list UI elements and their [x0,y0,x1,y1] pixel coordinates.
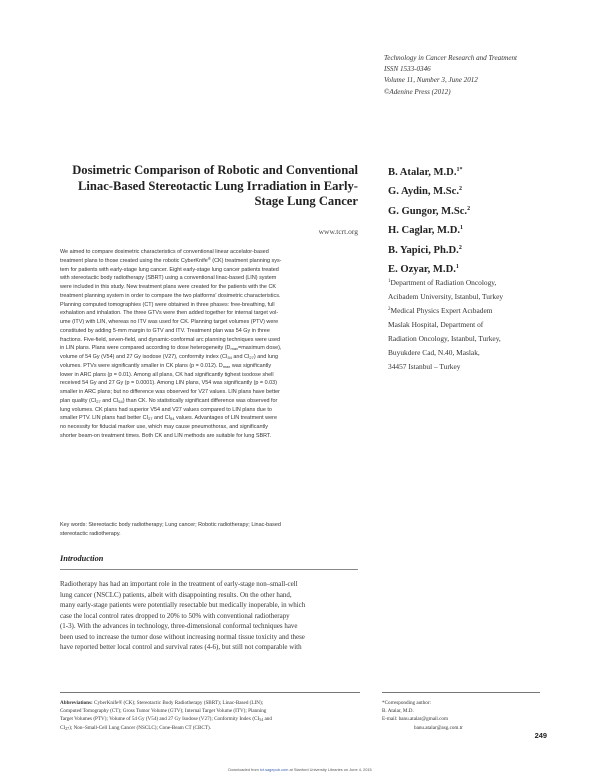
author-name: E. Ozyar, M.D.$^1$ [388,264,459,276]
abstract-line: were included in this study. New treatment plans were created for the patients with the CK [60,284,276,290]
abstract-line: volumes. PTVs were significantly smaller in CK plans (p = 0.012). $D_{max}$ was significantly [60,362,272,369]
abstract [60,248,360,441]
journal-name: Technology in Cancer Research and Treatment [384,54,517,62]
download-link[interactable]: tct.sagepub.com [259,767,289,772]
abstract-line: smaller in ARC plans; but no difference was observed for V27 values. LIN plans have better [60,389,280,395]
body-line: have reported better local control and survival rates (4-6), but still not comparable with [60,643,302,651]
journal-website-link[interactable]: www.tcrt.org [318,227,358,236]
email-link[interactable]: E-mail: banu.atalar@gmail.com [382,716,448,723]
affiliation-line: Acibadem University, Istanbul, Turkey [388,292,504,301]
affiliation-line: $^2$Medical Physics Expert Acıbadem [388,306,493,315]
body-line: (1-3). With the advances in technology, three-dimensional conformal techniques have [60,622,298,630]
journal-press: ©Adenine Press (2012) [384,87,451,96]
paper-title [60,163,358,210]
footnote-line: $CI_{27}$); Non–Small-Cell Lung Cancer (NSCLC); Cone-Beam CT (CBCT). [60,724,211,731]
correspondence-footnote [382,699,552,732]
section-heading: Introduction [60,554,104,563]
abstract-line: ume (ITV) with LIN, whereas no ITV was used for CK. Planning target volumes (PTV) were [60,319,279,325]
journal-issn: ISSN 1533-0346 [384,65,431,74]
footnote-line: Target Volumes (PTV); Volume of 54 Gy (V54) and 27 Gy Isodose (V27); Conformity Index ($CI_{54}$ and [60,716,272,723]
keywords [60,521,360,539]
footnote-divider [382,692,540,693]
abstract-line: with stereotactic body radiotherapy (SBRT) using a conventional linac-based (LIN) system [60,275,277,282]
abstract-line: received 54 Gy and 27 Gy (p = 0.0001). Among LIN plans, V54 was significantly (p = 0.03) [60,380,278,387]
title-line: Stage Lung Cancer [254,194,358,209]
abstract-line: exhalation and inhalation. The three GTVs were then added together for internal target vol- [60,310,279,317]
footnote-line: Abbreviations: CyberKnife® (CK); Stereotactic Body Radiotherapy (SBRT); Linac-Based (LIN); [60,700,264,706]
author-list [388,163,588,279]
journal-header [384,53,589,98]
author-name: B. Yapici, Ph.D.$^2$ [388,244,462,256]
abstract-line: fractions. Five-field, seven-field, and dynamic-conformal arc planning techniques were used [60,336,281,343]
footnote-divider [60,692,360,693]
abstract-line: in LIN plans. Plans were compared according to dose heterogeneity ($D_{max}=maximum$ dose), [60,345,282,352]
body-line: lung cancer (NSCLC) patients, albeit with disappointing results. On the other hand, [60,590,292,599]
affiliation-line: Buyukdere Cad, N.40, Maslak, [388,348,480,357]
keywords-line: Key words: Stereotactic body radiotherapy; Lung cancer; Robotic radiotherapy; Linac-based [60,522,281,528]
abstract-line: tem for patients with early-stage lung cancer. Eight early-stage lung cancer patients treated [60,266,279,273]
abstract-line: volume of 54 Gy (V54) and 27 Gy isodose (V27), conformity index ($CI_{54}$ and $CI_{27}$) and lung [60,354,279,360]
email-link[interactable]: banu.atalar@asg.com.tr [414,724,463,731]
affiliation-line: $^1$Department of Radiation Oncology, [388,278,497,287]
journal-volume: Volume 11, Number 3, June 2012 [384,76,478,85]
abstract-line: lower in ARC plans (p = 0.01). Among all plans, CK had significantly tighest isodose shell [60,371,274,378]
author-name: G. Aydin, M.Sc.$^2$ [388,186,463,198]
footnote-line: Computed Tomography (CT); Gross Tumor Volume (GTV); Internal Target Volume (ITV); Planning [60,708,267,715]
body-line: Radiotherapy has had an important role in the treatment of early-stage non–small-cell [60,580,298,588]
abstract-line: Planning computed tomographies (CT) were obtained in three phases: free-breathing, full [60,301,275,308]
abstract-line: smaller PTV. LIN plans had better $CI_{27}$ and $CI_{54}$ values. Advantages of LIN treatment were [60,415,277,422]
title-line: Dosimetric Comparison of Robotic and Conventional [72,163,358,177]
body-line: many early-stage patients were potentially resectable but medically inoperable, in which [60,601,306,609]
affiliation-line: Maslak Hospital, Department of [388,320,484,329]
author-name: H. Caglar, M.D.$^1$ [388,225,463,237]
abstract-line: no necessity for fiducial marker use, which may cause pneumothorax, and significantly [60,424,268,430]
keywords-line: stereotactic radiotherapy. [60,530,121,537]
page-number: 249 [534,731,547,740]
abstract-line: plan quality ($CI_{27}$ and $CI_{54}$) than CK. No statistically significant difference was observed for [60,397,278,404]
abbreviations-footnote [60,699,360,732]
abstract-line: treatment plans to those created using the robotic CyberKnife® (CK) treatment planning sys- [60,255,282,264]
abstract-line: constituted by adding 5-mm margin to GTV and ITV. Treatment plan was 54 Gy in three [60,327,270,334]
author-name: G. Gungor, M.Sc.$^2$ [388,205,471,217]
body-line: been used to increase the tumor dose without increasing normal tissue toxicity and these [60,632,305,641]
title-line: Linac-Based Stereotactic Lung Irradiation in Early- [78,178,358,193]
affiliation-line: 34457 Istanbul – Turkey [388,362,461,371]
affiliations [388,276,593,374]
abstract-line: We aimed to compare dosimetric characteristics of conventional linear accelator-based [60,249,269,255]
abstract-line: treatment planning system in order to compare the two platforms' dosimetric characteristics. [60,292,281,299]
section-divider [60,569,358,570]
abstract-line: lung volumes. CK plans had superior V54 and V27 values compared to LIN plans due to [60,406,272,413]
body-line: case the local control rates dropped to 20% to 50% with conventional radiotherapy [60,611,290,620]
footnote-line: *Corresponding author: [382,700,431,706]
download-notice: Downloaded from tct.sagepub.com at Stanford University Libraries on June 4, 2015 [228,767,372,772]
affiliation-line: Radiation Oncology, Istanbul, Turkey, [388,334,501,343]
introduction-body [60,579,360,653]
footnote-line: B. Atalar, M.D. [382,708,414,715]
author-name: B. Atalar, M.D.$^{1*}$ [388,167,463,178]
abstract-line: shorter beam-on treatment times. Both CK and LIN methods are suitable for lung SBRT. [60,432,272,439]
